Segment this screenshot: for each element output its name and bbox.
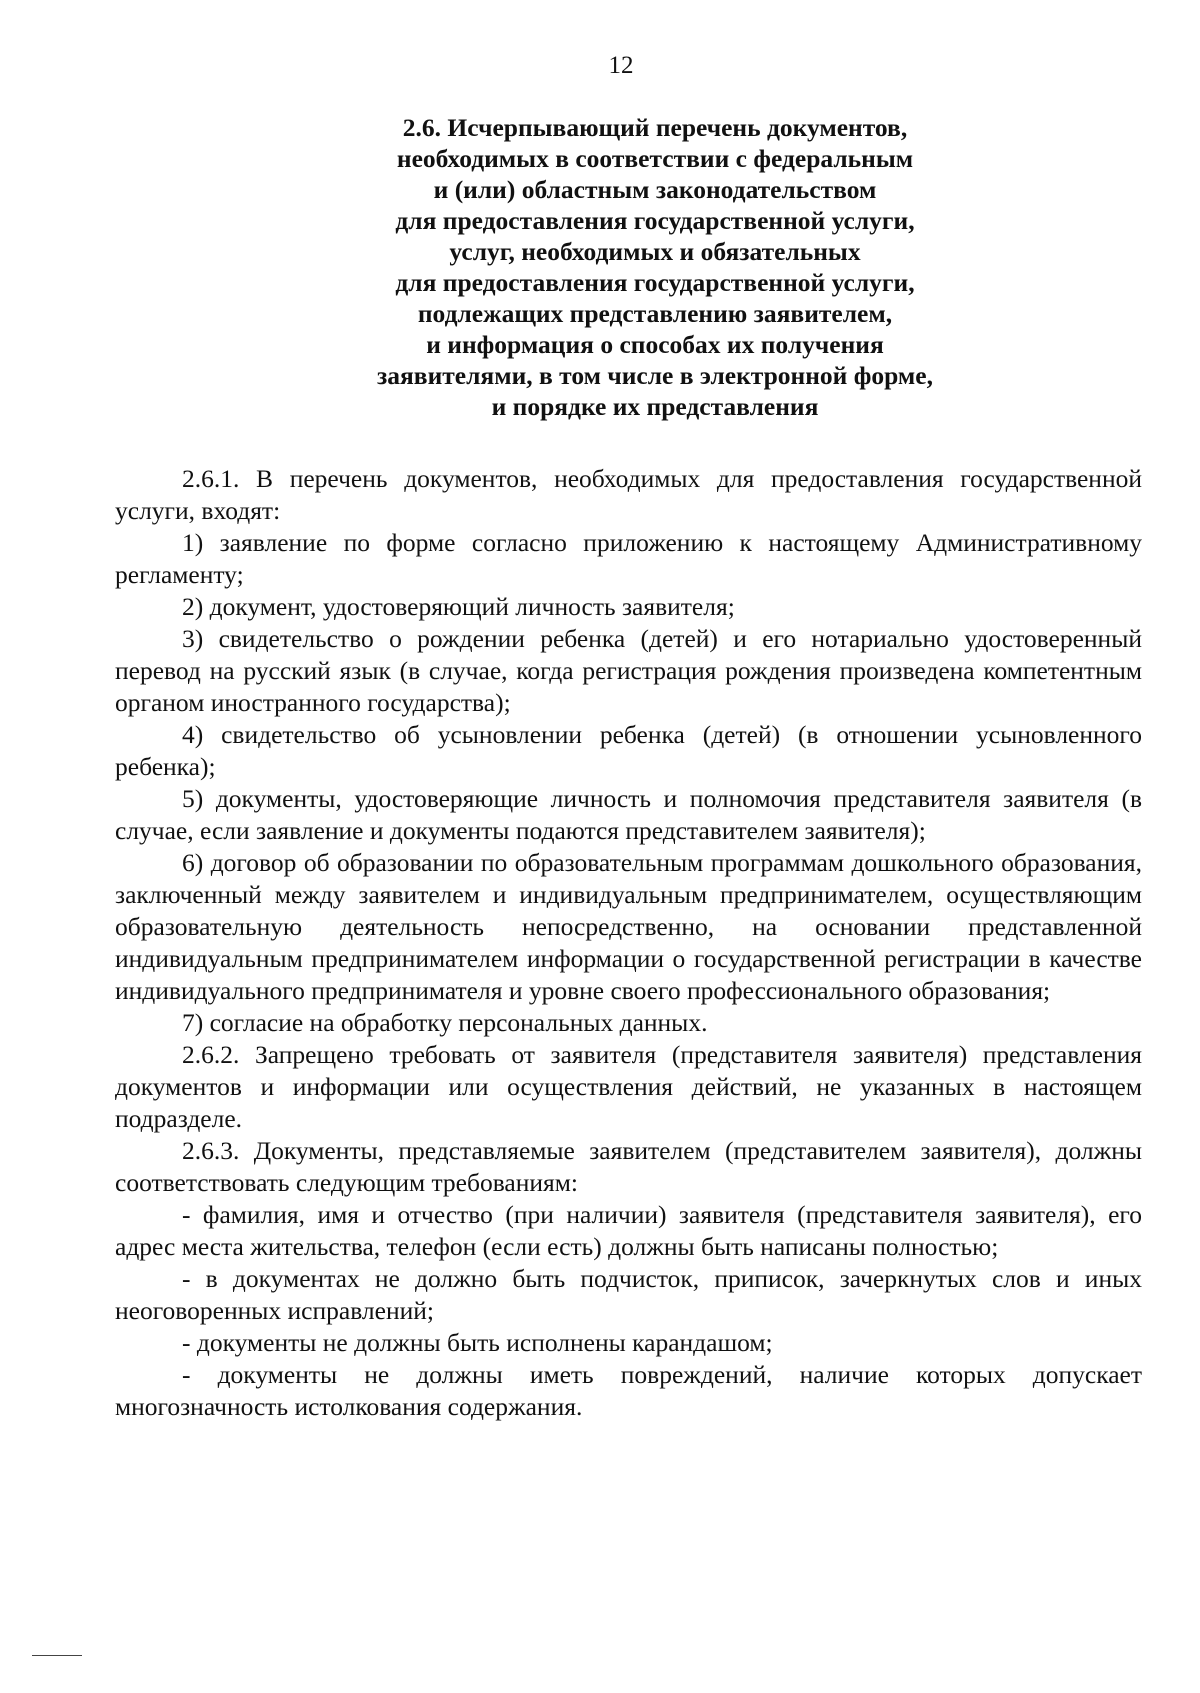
paragraph-2-6-2: 2.6.2. Запрещено требовать от заявителя (представителя заявителя) представления документов и информации или осуществления действий, не указанных в настоящем подразделе. [115, 1040, 1142, 1133]
heading-line: и порядке их представления [491, 392, 819, 421]
heading-line: и информация о способах их получения [426, 330, 884, 359]
heading-line: заявителями, в том числе в электронной форме, [377, 361, 933, 390]
footnote-rule [32, 1655, 82, 1656]
heading-line: и (или) областным законодательством [433, 175, 877, 204]
paragraph-2-6-3: 2.6.3. Документы, представляемые заявителем (представителем заявителя), должны соответствовать следующим требованиям: [115, 1136, 1142, 1197]
list-item-1: 1) заявление по форме согласно приложению к настоящему Административному регламенту; [115, 528, 1142, 589]
document-body [115, 463, 1142, 1423]
page-number: 12 [608, 52, 634, 79]
list-item-6: 6) договор об образовании по образовательным программам дошкольного образования, заключенный между заявителем и индивидуальным предпринимателем, осуществляющим образовательную деятельность непосредственно, на основании представленной индивидуальным предпринимателем информации о государственной регистрации в качестве индивидуального предпринимателя и уровне своего профессионального образования; [115, 848, 1142, 1005]
requirement-item: - документы не должны быть исполнены карандашом; [182, 1328, 773, 1357]
heading-line: 2.6. Исчерпывающий перечень документов, [402, 113, 908, 142]
section-heading [330, 112, 980, 422]
heading-line: подлежащих представлению заявителем, [417, 299, 893, 328]
list-item-7: 7) согласие на обработку персональных данных. [182, 1008, 708, 1037]
heading-line: для предоставления государственной услуги, [395, 268, 915, 297]
list-item-4: 4) свидетельство об усыновлении ребенка (детей) (в отношении усыновленного ребенка); [115, 720, 1142, 781]
list-item-3: 3) свидетельство о рождении ребенка (детей) и его нотариально удостоверенный перевод на русский язык (в случае, когда регистрация рождения произведена компетентным органом иностранного государства); [115, 624, 1142, 717]
heading-line: услуг, необходимых и обязательных [449, 237, 861, 266]
list-item-2: 2) документ, удостоверяющий личность заявителя; [182, 592, 735, 621]
paragraph-2-6-1: 2.6.1. В перечень документов, необходимых для предоставления государственной услуги, входят: [115, 464, 1142, 525]
heading-line: необходимых в соответствии с федеральным [396, 144, 914, 173]
list-item-5: 5) документы, удостоверяющие личность и полномочия представителя заявителя (в случае, если заявление и документы подаются представителем заявителя); [115, 784, 1142, 845]
requirement-item: - фамилия, имя и отчество (при наличии) заявителя (представителя заявителя), его адрес места жительства, телефон (если есть) должны быть написаны полностью; [115, 1200, 1142, 1261]
heading-line: для предоставления государственной услуги, [395, 206, 915, 235]
requirement-item: - документы не должны иметь повреждений, наличие которых допускает многозначность истолкования содержания. [115, 1360, 1142, 1421]
requirement-item: - в документах не должно быть подчисток, приписок, зачеркнутых слов и иных неоговоренных исправлений; [115, 1264, 1142, 1325]
